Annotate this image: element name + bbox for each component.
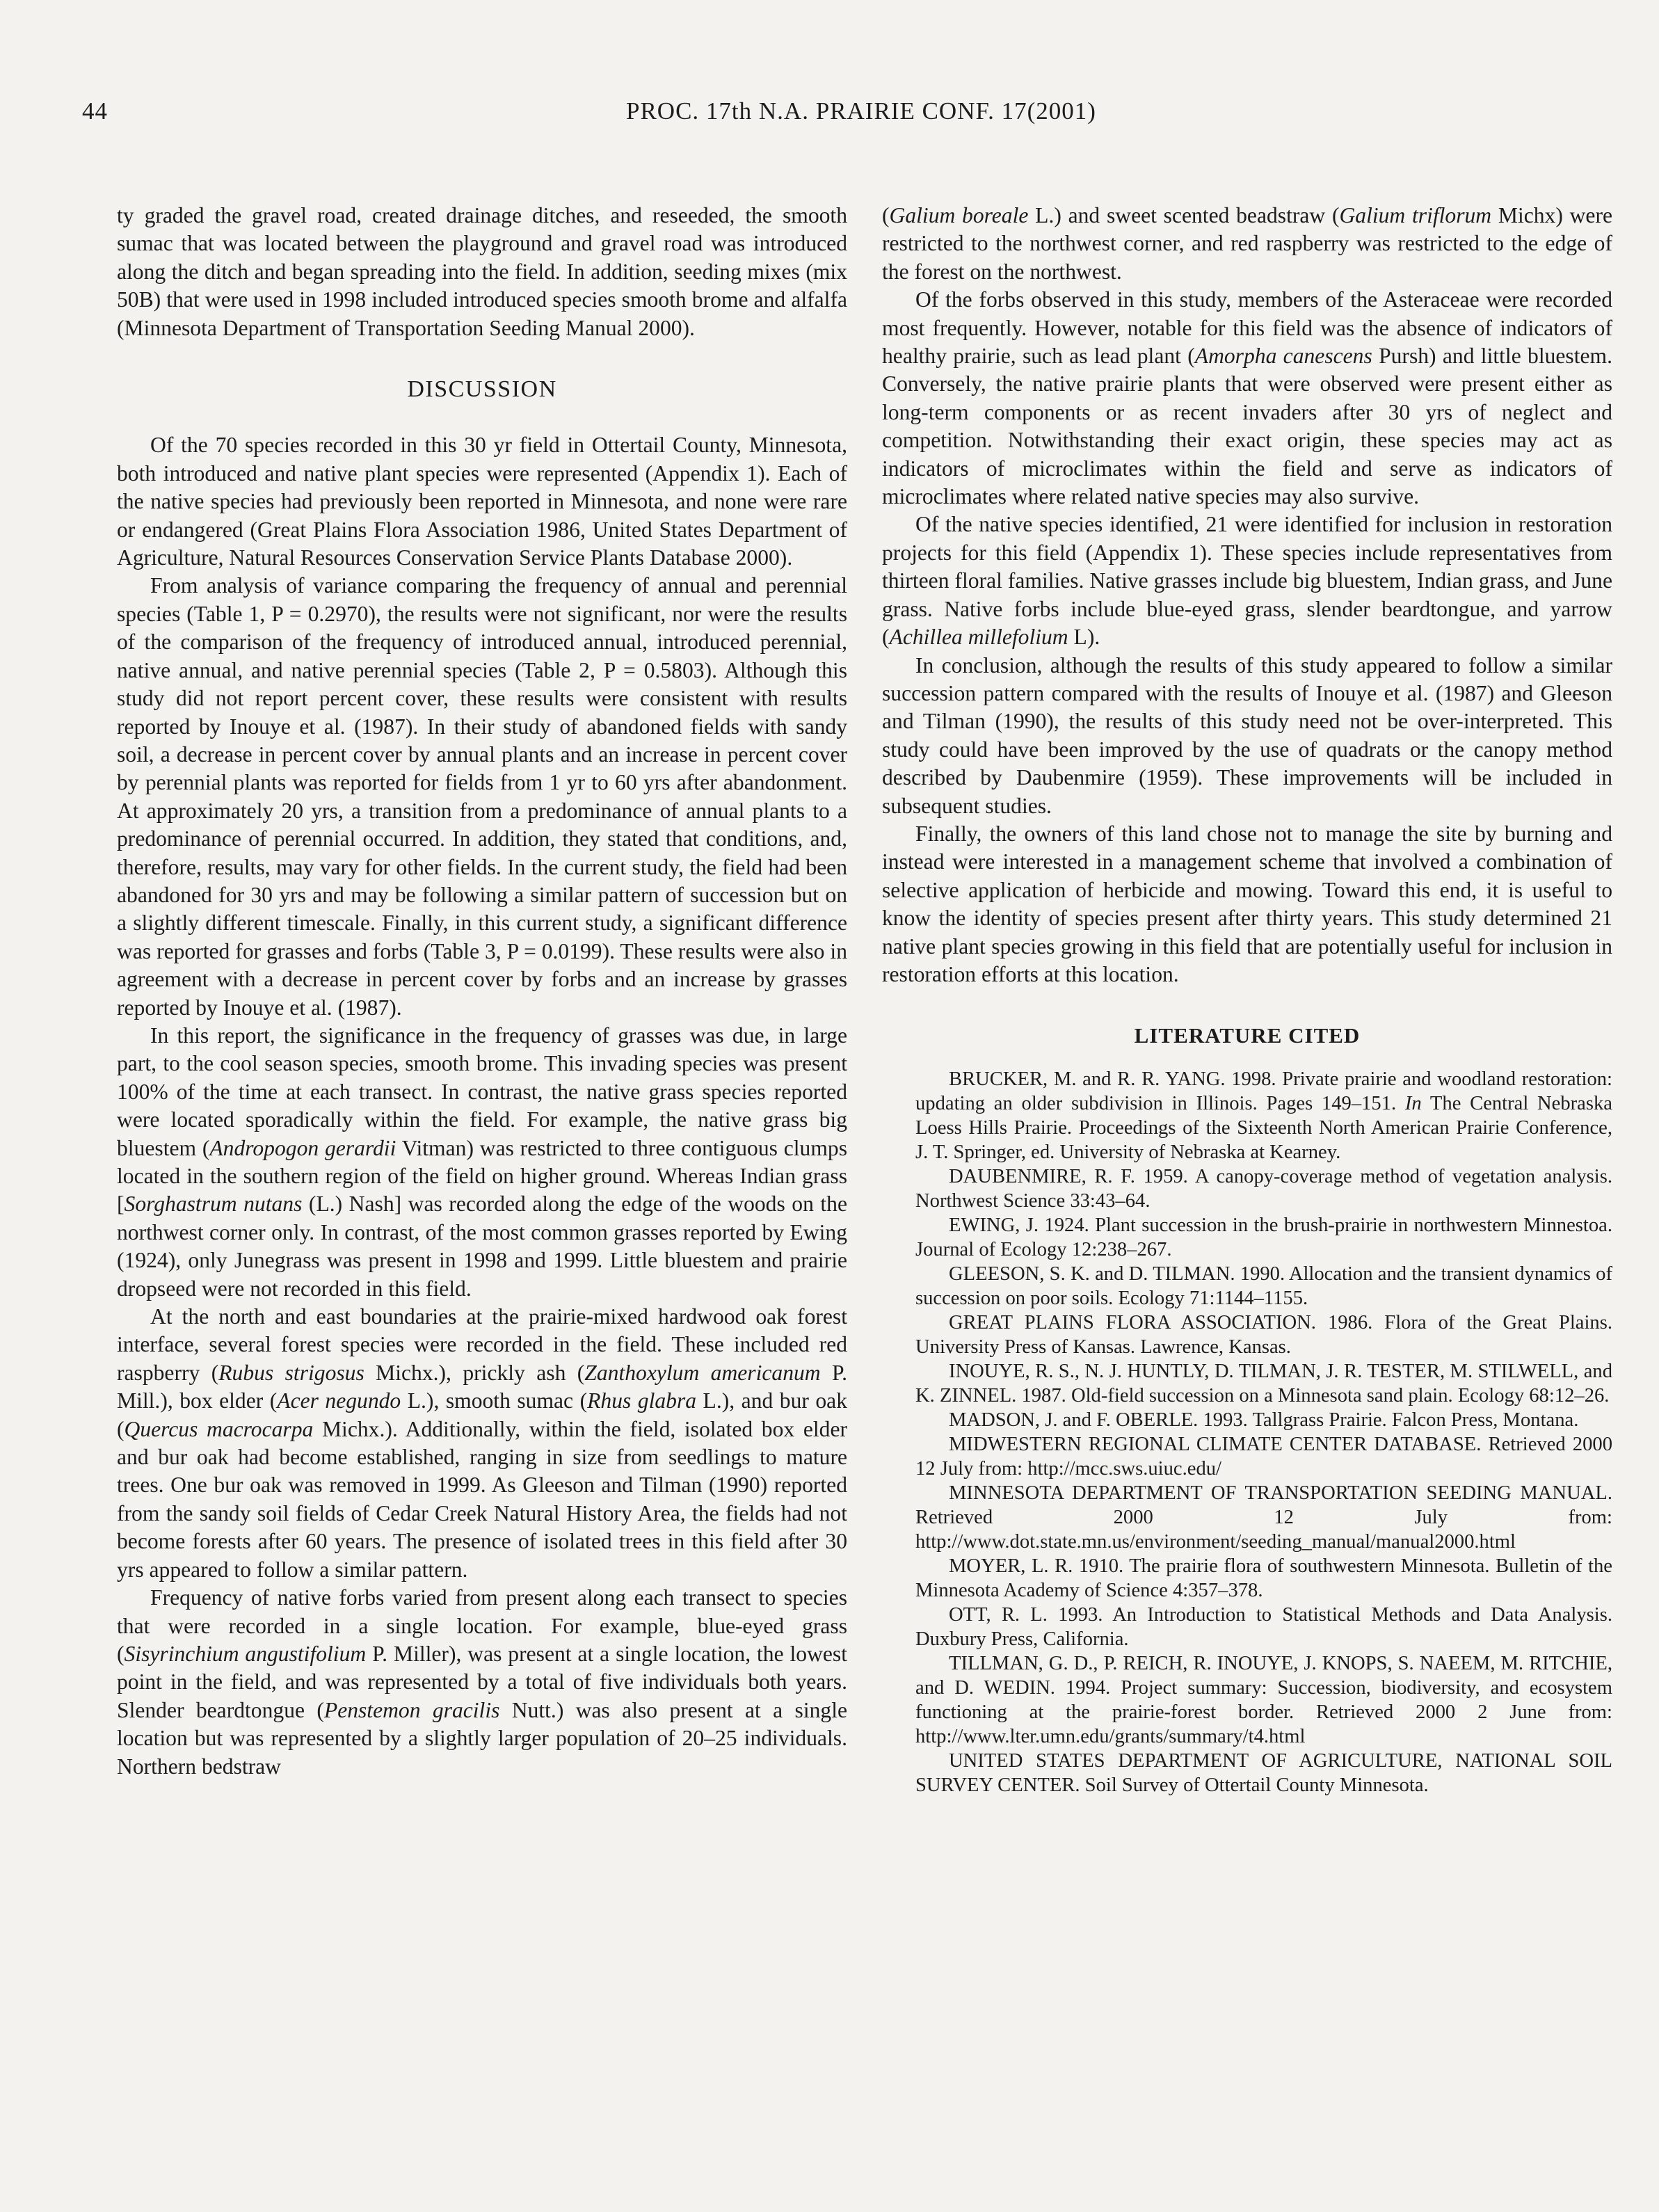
paragraph: Frequency of native forbs varied from present along each transect to species that were recorded in a single location. For example, blue-eyed grass (Sisyrinchium angustifolium P. Miller), was present at a single location, the lowest point in the field, and was represented by a total of five individuals both years. Slender beardtongue (Penstemon gracilis Nutt.) was also present at a single location but was represented by a slightly larger population of 20–25 individuals. Northern bedstraw [117,1585,848,1779]
paragraph: ty graded the gravel road, created drainage ditches, and reseeded, the smooth sumac that was located between the playground and gravel road was introduced along the ditch and began spreading into the field. In addition, seeding mixes (mix 50B) that were used in 1998 included introduced species smooth brome and alfalfa (Minnesota Department of Transportation Seeding Manual 2000). [117,203,847,340]
reference-entry: UNITED STATES DEPARTMENT OF AGRICULTURE, NATIONAL SOIL SURVEY CENTER. Soil Survey of Ottertail County Minnesota. [915,1749,1612,1796]
reference-entry: TILLMAN, G. D., P. REICH, R. INOUYE, J. KNOPS, S. NAEEM, M. RITCHIE, and D. WEDIN. 1994. Project summary: Succession, biodiversity, and ecosystem functioning at the prairie-forest border. Retrieved 2000 2 June from: http://www.lter.umn.edu/grants/summary/t4.html [915,1652,1612,1747]
paragraph: In conclusion, although the results of this study appeared to follow a similar succession pattern compared with the results of Inouye et al. (1987) and Gleeson and Tilman (1990), the results of this study need not be over-interpreted. This study could have been improved by the use of quadrats or the canopy method described by Daubenmire (1959). These improvements will be included in subsequent studies. [882,652,1612,818]
species-name: Rhus glabra [587,1388,697,1413]
species-name: Sorghastrum nutans [124,1192,303,1217]
species-name: Zanthoxylum americanum [584,1360,821,1385]
right-column [882,202,1612,1797]
page-number: 44 [82,97,108,125]
paragraph: Of the 70 species recorded in this 30 yr field in Ottertail County, Minnesota, both introduced and native plant species were represented (Appendix 1). Each of the native species had previously been reported in Minnesota, and none were rare or endangered (Great Plains Flora Association 1986, United States Department of Agriculture, Natural Resources Conservation Service Plants Database 2000). [117,433,847,570]
species-name: Rubus strigosus [218,1360,364,1385]
species-name: Galium triflorum [1339,203,1492,227]
reference-entry: MADSON, J. and F. OBERLE. 1993. Tallgrass Prairie. Falcon Press, Montana. [949,1409,1579,1431]
reference-entry: OTT, R. L. 1993. An Introduction to Statistical Methods and Data Analysis. Duxbury Press, California. [915,1603,1612,1650]
reference-entry: MIDWESTERN REGIONAL CLIMATE CENTER DATABASE. Retrieved 2000 12 July from: http://mcc.sws.uiuc.edu/ [915,1433,1612,1480]
reference-entry: MOYER, L. R. 1910. The prairie flora of southwestern Minnesota. Bulletin of the Minnesota Academy of Science 4:357–378. [915,1555,1612,1601]
reference-list [882,1067,1612,1797]
reference-entry: MINNESOTA DEPARTMENT OF TRANSPORTATION SEEDING MANUAL. Retrieved 2000 12 July from: http://www.dot.state.mn.us/environment/seeding_manual/manual2000.html [915,1482,1612,1553]
paragraph: Of the native species identified, 21 were identified for inclusion in restoration projects for this field (Appendix 1). These species include representatives from thirteen floral families. Native grasses include big bluestem, Indian grass, and June grass. Native forbs include blue-eyed grass, slender beardtongue, and yarrow (Achillea millefolium L). [882,512,1612,650]
paragraph: (Galium boreale L.) and sweet scented beadstraw (Galium triflorum Michx) were restricted to the northwest corner, and red raspberry was restricted to the edge of the forest on the northwest. [882,203,1612,284]
literature-cited-heading: LITERATURE CITED [1134,1023,1361,1048]
reference-entry: GLEESON, S. K. and D. TILMAN. 1990. Allocation and the transient dynamics of succession on poor soils. Ecology 71:1144–1155. [915,1263,1612,1309]
species-name: Galium boreale [889,203,1029,227]
species-name: Achillea millefolium [889,625,1068,650]
page-header [82,97,1598,139]
species-name: Acer negundo [277,1388,401,1413]
reference-entry: GREAT PLAINS FLORA ASSOCIATION. 1986. Flora of the Great Plains. University Press of Kansas. Lawrence, Kansas. [915,1311,1612,1358]
species-name: Penstemon gracilis [323,1697,500,1722]
paragraph: Finally, the owners of this land chose not to manage the site by burning and instead were interested in a management scheme that involved a combination of selective application of herbicide and mowing. Toward this end, it is useful to know the identity of species present after thirty years. This study determined 21 native plant species growing in this field that are potentially useful for inclusion in restoration efforts at this location. [882,821,1612,986]
reference-entry: BRUCKER, M. and R. R. YANG. 1998. Private prairie and woodland restoration: updating an older subdivision in Illinois. Pages 149–151. In The Central Nebraska Loess Hills Prairie. Proceedings of the Sixteenth North American Prairie Conference, J. T. Springer, ed. University of Nebraska at Kearney. [915,1068,1612,1163]
running-head: PROC. 17th N.A. PRAIRIE CONF. 17(2001) [626,97,1096,125]
reference-entry: EWING, J. 1924. Plant succession in the brush-prairie in northwestern Minnestoa. Journal of Ecology 12:238–267. [915,1214,1612,1260]
species-name: Quercus macrocarpa [124,1416,314,1441]
species-name: Sisyrinchium angustifolium [124,1641,367,1666]
reference-entry: DAUBENMIRE, R. F. 1959. A canopy-coverage method of vegetation analysis. Northwest Science 33:43–64. [915,1165,1612,1212]
reference-entry: INOUYE, R. S., N. J. HUNTLY, D. TILMAN, J. R. TESTER, M. STILWELL, and K. ZINNEL. 1987. Old-field succession on a Minnesota sand plain. Ecology 68:12–26. [915,1360,1612,1406]
left-column [117,202,847,1781]
paragraph: From analysis of variance comparing the frequency of annual and perennial species (Table 1, P = 0.2970), the results were not significant, nor were the results of the comparison of the frequency of introduced annual, introduced perennial, native annual, and native perennial species (Table 2, P = 0.5803). Although this study did not report percent cover, these results were consistent with results reported by Inouye et al. (1987). In their study of abandoned fields with sandy soil, a decrease in percent cover by annual plants and an increase in percent cover by perennial plants was reported for fields from 1 yr to 60 yrs after abandonment. At approximately 20 yrs, a transition from a predominance of annual plants to a predominance of perennial occurred. In addition, they stated that conditions, and, therefore, results, may vary for other fields. In the current study, the field had been abandoned for 30 yrs and may be following a similar pattern of succession but on a slightly different timescale. Finally, in this current study, a significant difference was reported for grasses and forbs (Table 3, P = 0.0199). These results were also in agreement with a decrease in percent cover by forbs and an increase by grasses reported by Inouye et al. (1987). [117,573,847,1020]
species-name: Andropogon gerardii [209,1135,396,1160]
paragraph: In this report, the significance in the frequency of grasses was due, in large part, to the cool season species, smooth brome. This invading species was present 100% of the time at each transect. In contrast, the native grass species reported were located sporadically within the field. For example, the native grass big bluestem (Andropogon gerardii Vitman) was restricted to three contiguous clumps located in the southern region of the field on higher ground. Whereas Indian grass [Sorghastrum nutans (L.) Nash] was recorded along the edge of the woods on the northwest corner only. In contrast, of the most common grasses reported by Ewing (1924), only Junegrass was present in 1998 and 1999. Little bluestem and prairie dropseed were not recorded in this field. [117,1023,847,1301]
paragraph: Of the forbs observed in this study, members of the Asteraceae were recorded most frequently. However, notable for this field was the absence of indicators of healthy prairie, such as lead plant (Amorpha canescens Pursh) and little bluestem. Conversely, the native prairie plants that were observed were present either as long-term components or as recent invaders after 30 yrs of neglect and competition. Notwithstanding their exact origin, these species may act as indicators of microclimates within the field and serve as indicators of microclimates where related native species may also survive. [882,287,1612,509]
species-name: Amorpha canescens [1194,344,1372,369]
discussion-heading: DISCUSSION [407,376,557,403]
paragraph: At the north and east boundaries at the prairie-mixed hardwood oak forest interface, several forest species were recorded in the field. These included red raspberry (Rubus strigosus Michx.), prickly ash (Zanthoxylum americanum P. Mill.), box elder (Acer negundo L.), smooth sumac (Rhus glabra L.), and bur oak (Quercus macrocarpa Michx.). Additionally, within the field, isolated box elder and bur oak had become established, ranging in size from seedlings to mature trees. One bur oak was removed in 1999. As Gleeson and Tilman (1990) reported from the sandy soil fields of Cedar Creek Natural History Area, the fields had not become forests after 60 years. The presence of isolated trees in this field after 30 yrs appeared to follow a similar pattern. [117,1304,848,1582]
